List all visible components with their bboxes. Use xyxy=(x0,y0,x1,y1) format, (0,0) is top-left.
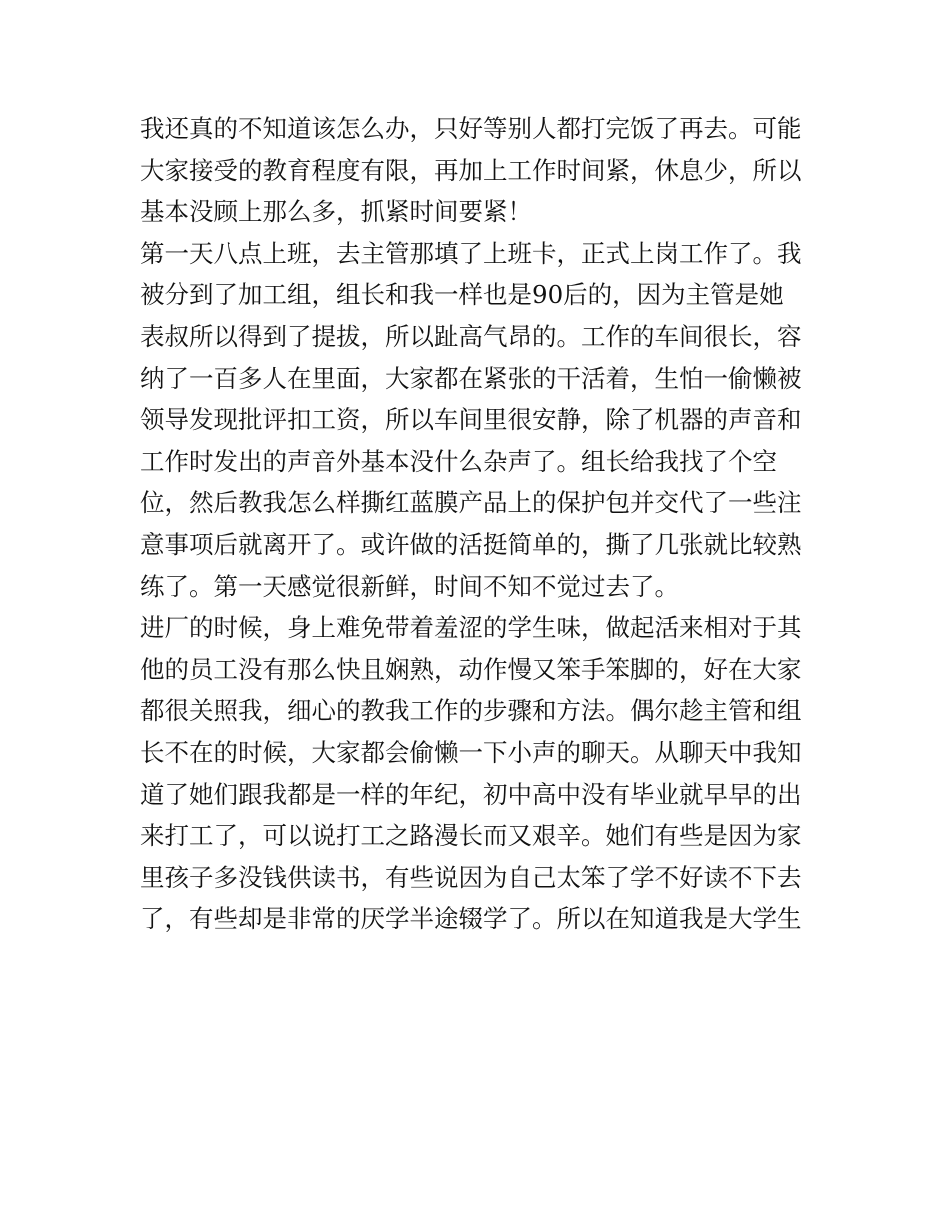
text-line: 工作时发出的声音外基本没什么杂声了。组长给我找了个空 xyxy=(140,446,777,476)
text-line: 位，然后教我怎么样撕红蓝膜产品上的保护包并交代了一些注 xyxy=(140,488,802,518)
text-line: 道了她们跟我都是一样的年纪，初中高中没有毕业就早早的出 xyxy=(140,779,802,809)
text-line: 他的员工没有那么快且娴熟，动作慢又笨手笨脚的，好在大家 xyxy=(140,654,802,684)
text-line: 表叔所以得到了提拔，所以趾高气昂的。工作的车间很长，容 xyxy=(140,321,802,351)
text-line: 里孩子多没钱供读书，有些说因为自己太笨了学不好读不下去 xyxy=(140,862,802,892)
text-line: 长不在的时候，大家都会偷懒一下小声的聊天。从聊天中我知 xyxy=(140,737,802,767)
text-line: 第一天八点上班，去主管那填了上班卡，正式上岗工作了。我 xyxy=(140,238,802,268)
text-line: 被分到了加工组，组长和我一样也是90后的，因为主管是她 xyxy=(140,280,784,310)
text-line: 练了。第一天感觉很新鲜，时间不知不觉过去了。 xyxy=(140,571,679,601)
text-line: 大家接受的教育程度有限，再加上工作时间紧，休息少，所以 xyxy=(140,155,802,185)
text-line: 来打工了，可以说打工之路漫长而又艰辛。她们有些是因为家 xyxy=(140,821,802,851)
text-line: 我还真的不知道该怎么办，只好等别人都打完饭了再去。可能 xyxy=(140,114,802,143)
text-line: 基本没顾上那么多，抓紧时间要紧！ xyxy=(140,197,532,227)
text-line: 纳了一百多人在里面，大家都在紧张的干活着，生怕一偷懒被 xyxy=(140,363,802,393)
body-text xyxy=(140,108,820,940)
text-line: 领导发现批评扣工资，所以车间里很安静，除了机器的声音和 xyxy=(140,405,802,435)
text-line: 进厂的时候，身上难免带着羞涩的学生味，做起活来相对于其 xyxy=(140,613,802,643)
text-line: 都很关照我，细心的教我工作的步骤和方法。偶尔趁主管和组 xyxy=(140,696,802,726)
text-line: 了，有些却是非常的厌学半途辍学了。所以在知道我是大学生 xyxy=(140,904,802,934)
text-line: 意事项后就离开了。或许做的活挺简单的，撕了几张就比较熟 xyxy=(140,529,802,559)
